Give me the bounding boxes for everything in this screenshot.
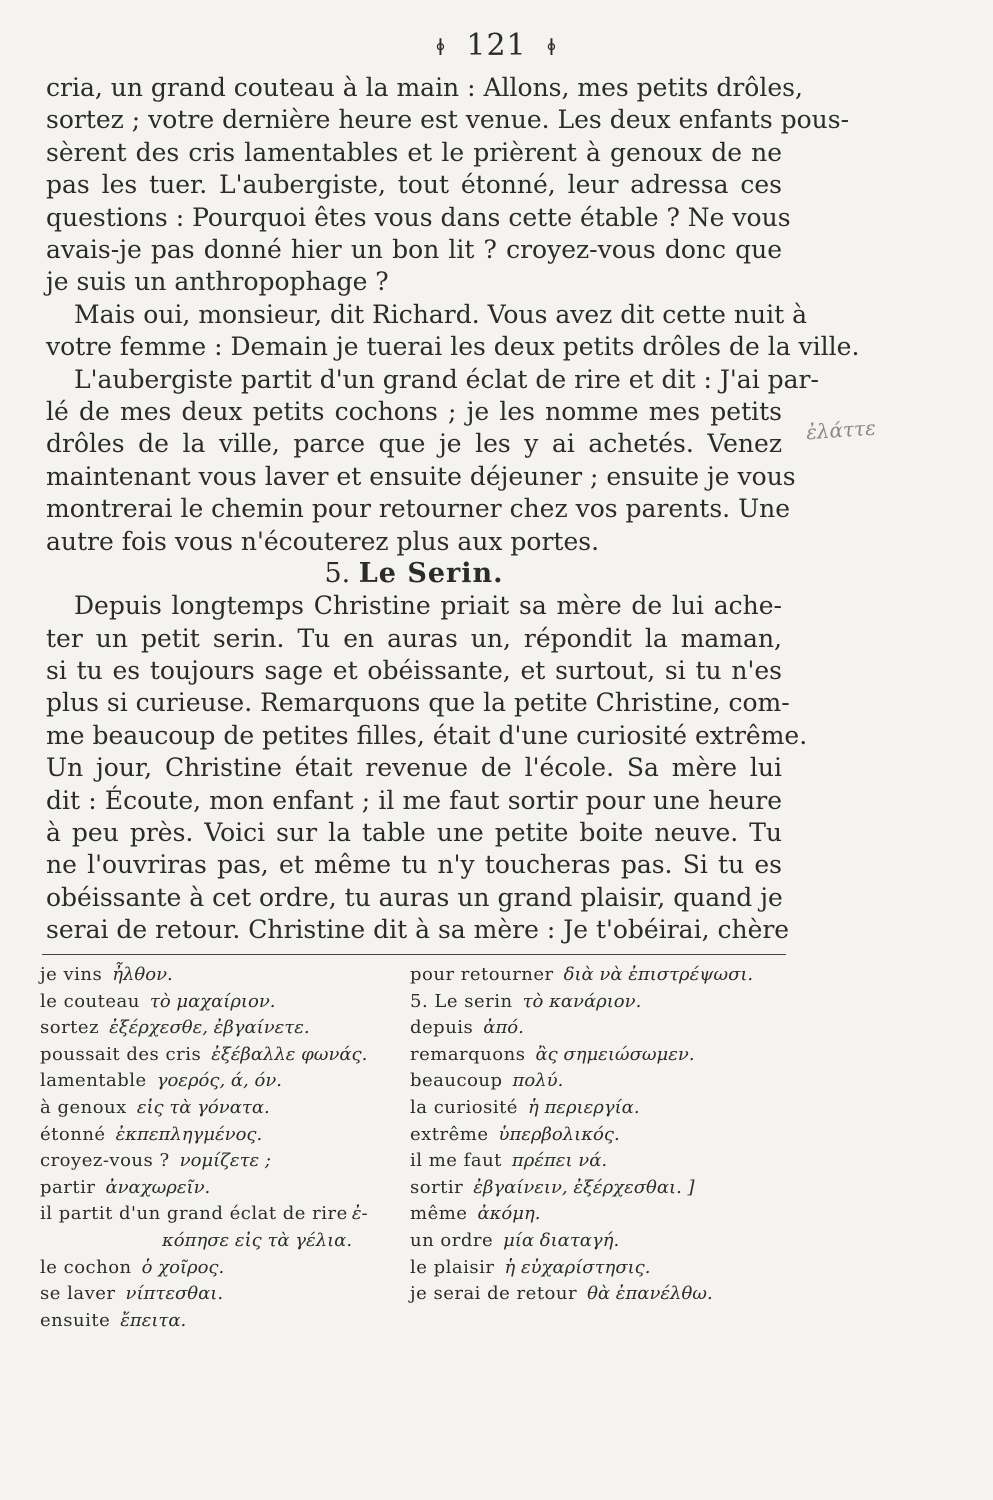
text-line: montrerai le chemin pour retourner chez vos parents. Une — [46, 494, 791, 524]
glossary-entry — [40, 1175, 368, 1202]
glossary-greek: ἦλθον. — [112, 964, 173, 985]
ornament-right-icon: ꬹ — [547, 36, 557, 61]
paragraph-4 — [46, 590, 808, 946]
glossary-entry — [40, 1042, 368, 1069]
glossary-greek: νομίζετε ; — [179, 1150, 271, 1172]
section-number: 5. — [324, 558, 351, 590]
paragraph-3 — [46, 364, 819, 558]
glossary-french: ensuite — [40, 1309, 111, 1331]
text-line: plus si curieuse. Remarquons que la petite Christine, com- — [46, 688, 790, 718]
glossary-entry — [40, 1255, 368, 1282]
text-line: Mais oui, monsieur, dit Richard. Vous avez dit cette nuit à — [74, 299, 808, 329]
text-line: sèrent des cris lamentables et le prièrent à genoux de ne — [46, 137, 782, 167]
glossary-entry — [410, 1201, 753, 1228]
glossary-french: sortir — [410, 1176, 464, 1198]
paragraph-1 — [46, 72, 850, 299]
text-line: questions : Pourquoi êtes vous dans cette étable ? Ne vous — [46, 202, 791, 232]
glossary-french: il partit d'un grand éclat de rire — [40, 1203, 348, 1225]
glossary-entry — [410, 1068, 753, 1095]
text-line: me beaucoup de petites filles, était d'une curiosité extrême. — [46, 720, 808, 750]
glossary-french: même — [410, 1203, 468, 1225]
glossary-greek: ἡ εὐχαρίστησις. — [504, 1256, 651, 1278]
glossary-entry — [40, 1281, 368, 1308]
glossary-entry — [40, 1015, 368, 1042]
glossary-entry — [410, 1148, 753, 1175]
page-header — [0, 28, 993, 63]
glossary-greek: ἐξέβαλλε φωνάς. — [211, 1043, 368, 1065]
glossary-french: 5. Le serin — [410, 990, 513, 1012]
glossary-greek: ἔπειτα. — [120, 1309, 187, 1331]
text-line: lé de mes deux petits cochons ; je les nomme mes petits — [46, 397, 782, 427]
glossary-french: je vins — [40, 964, 103, 985]
glossary-greek: ἂς σημειώσωμεν. — [535, 1043, 695, 1065]
glossary-greek: ἐξέρχεσθε, ἐβγαίνετε. — [109, 1017, 310, 1039]
glossary-greek: ἡ περιεργία. — [527, 1096, 640, 1118]
glossary-entry — [40, 1201, 368, 1228]
glossary-greek: ὑπερβολικός. — [498, 1123, 620, 1145]
glossary-french: il me faut — [410, 1150, 502, 1172]
text-line: drôles de la ville, parce que je les y ai achetés. Venez — [46, 429, 782, 459]
glossary-greek: νίπτεσθαι. — [125, 1283, 224, 1305]
text-line: cria, un grand couteau à la main : Allons, mes petits drôles, — [46, 73, 803, 102]
text-line: sortez ; votre dernière heure est venue. Les deux enfants pous- — [46, 105, 850, 135]
glossary-greek: ἀκόμη. — [477, 1203, 541, 1225]
text-line: Depuis longtemps Christine priait sa mère de lui ache- — [74, 591, 782, 621]
ornament-left-icon: ꬹ — [436, 36, 446, 61]
page-number: 121 — [466, 28, 527, 63]
glossary-greek: εἰς τὰ γόνατα. — [136, 1096, 270, 1118]
glossary-greek: ἐ- — [351, 1203, 368, 1225]
text-line: avais-je pas donné hier un bon lit ? croyez-vous donc que — [46, 235, 782, 265]
glossary-french: extrême — [410, 1123, 489, 1145]
section-heading — [46, 558, 782, 590]
glossary-french: la curiosité — [410, 1096, 518, 1118]
glossary-entry — [40, 1148, 368, 1175]
glossary-greek: διὰ νὰ ἐπιστρέψωσι. — [563, 964, 754, 985]
glossary-entry — [410, 989, 753, 1016]
glossary-greek: κόπησε εἰς τὰ γέλια. — [162, 1229, 353, 1251]
text-line: Un jour, Christine était revenue de l'école. Sa mère lui — [46, 753, 782, 783]
glossary-french: beaucoup — [410, 1070, 503, 1092]
glossary-french: à genoux — [40, 1096, 127, 1118]
glossary-entry — [40, 1122, 368, 1149]
glossary-entry — [40, 989, 368, 1016]
glossary-entry — [410, 1042, 753, 1069]
glossary-french: se laver — [40, 1283, 116, 1305]
glossary-french: partir — [40, 1176, 96, 1198]
glossary-french: le cochon — [40, 1256, 132, 1278]
glossary-entry — [40, 1095, 368, 1122]
glossary-entry — [40, 1228, 368, 1255]
glossary-greek: ἐβγαίνειν, ἐξέρχεσθαι. ] — [473, 1176, 695, 1198]
section-title: Le Serin. — [358, 558, 504, 590]
margin-annotation: ἐλάττε — [805, 415, 877, 445]
glossary-entry — [410, 1228, 753, 1255]
glossary-french: un ordre — [410, 1229, 494, 1251]
text-line: L'aubergiste partit d'un grand éclat de rire et dit : J'ai par- — [74, 364, 819, 394]
glossary-french: étonné — [40, 1123, 106, 1145]
text-line: pas les tuer. L'aubergiste, tout étonné, leur adressa ces — [46, 170, 782, 200]
glossary-entry — [410, 1281, 753, 1308]
glossary-entry — [410, 1095, 753, 1122]
glossary-greek: θὰ ἐπανέλθω. — [587, 1283, 713, 1305]
text-line: ter un petit serin. Tu en auras un, répondit la maman, — [46, 623, 782, 653]
glossary-greek: ἀπό. — [483, 1017, 524, 1039]
glossary-french: lamentable — [40, 1070, 147, 1092]
glossary-french: remarquons — [410, 1043, 526, 1065]
text-line: si tu es toujours sage et obéissante, et surtout, si tu n'es — [46, 655, 782, 685]
text-line: serai de retour. Christine dit à sa mère : Je t'obéirai, chère — [46, 915, 790, 945]
paragraph-2 — [46, 299, 860, 364]
glossary-greek: ἀναχωρεῖν. — [105, 1176, 211, 1198]
glossary-french: poussait des cris — [40, 1043, 202, 1065]
glossary-greek: τὸ μαχαίριον. — [149, 990, 276, 1012]
glossary-french: je serai de retour — [410, 1283, 578, 1305]
glossary-greek: μία διαταγή. — [503, 1229, 620, 1251]
text-line: maintenant vous laver et ensuite déjeuner ; ensuite je vous — [46, 461, 796, 491]
glossary-greek: γοερός, ά, όν. — [156, 1070, 282, 1092]
glossary-entry — [40, 1068, 368, 1095]
glossary-right-column — [410, 962, 753, 1308]
glossary-greek: ὁ χοῖρος. — [141, 1256, 225, 1278]
glossary-entry — [410, 1015, 753, 1042]
glossary-french: croyez-vous ? — [40, 1150, 170, 1172]
glossary-left-column — [40, 962, 368, 1334]
glossary-entry — [40, 1308, 368, 1335]
glossary-entry — [410, 1175, 753, 1202]
glossary-entry — [410, 1255, 753, 1282]
glossary-french: depuis — [410, 1017, 474, 1039]
text-line: dit : Écoute, mon enfant ; il me faut sortir pour une heure — [46, 785, 782, 815]
glossary-french: le couteau — [40, 990, 140, 1012]
glossary-greek: πρέπει νά. — [511, 1150, 608, 1172]
text-line: obéissante à cet ordre, tu auras un grand plaisir, quand je — [46, 882, 783, 912]
glossary-french: sortez — [40, 1017, 100, 1039]
text-line: autre fois vous n'écouterez plus aux portes. — [46, 526, 600, 556]
footnote-divider — [42, 954, 786, 955]
glossary-greek: πολύ. — [512, 1070, 564, 1092]
text-line: ne l'ouvriras pas, et même tu n'y toucheras pas. Si tu es — [46, 850, 782, 880]
glossary-french: le plaisir — [410, 1256, 495, 1278]
text-line: à peu près. Voici sur la table une petite boite neuve. Tu — [46, 817, 782, 847]
glossary-greek: τὸ κανάριον. — [522, 990, 642, 1012]
glossary-entry — [410, 1122, 753, 1149]
glossary-entry — [410, 962, 753, 989]
glossary-french: pour retourner — [410, 964, 554, 985]
text-line: je suis un anthropophage ? — [46, 267, 389, 297]
text-line: votre femme : Demain je tuerai les deux petits drôles de la ville. — [46, 332, 860, 362]
glossary-entry — [40, 962, 368, 989]
glossary-greek: ἐκπεπληγμένος. — [115, 1123, 263, 1145]
